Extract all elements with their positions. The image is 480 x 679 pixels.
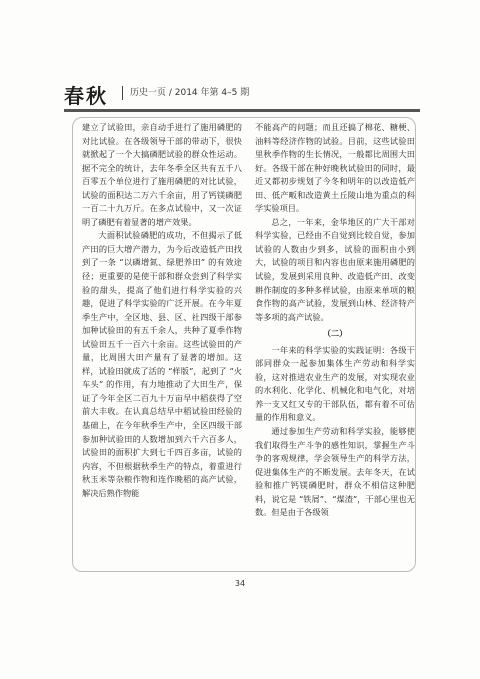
section-heading: （二） <box>322 328 348 339</box>
paragraph: 总之，一年来，金华地区的广大干部对科学实验，已经由不自觉到比较自觉，参加试验的人数由少到多，试验的面积由小到大，试验的项目和内容也由原来施用磷肥的试验，发展到采用良种、改造低产田、改变耕作制度的多种多样试验，由原来单项的粮食作物的高产试验，发展到山林、经济特产等多项的高产试验。 <box>255 216 415 322</box>
issue-subtitle: 历史一页 / 2014 年第 4–5 期 <box>130 88 250 98</box>
paragraph: 通过参加生产劳动和科学实验，能够使我们取得生产斗争的感性知识，掌握生产斗争的客观规律，学会领导生产的科学方法，促进集体生产的不断发展。去年冬天，在试验和推广钙镁磷肥时，群众不相信这种肥料，说它是 “铁屑”、“煤渣”，干部心里也无数。但是由于各级领 <box>255 426 415 518</box>
page-header <box>64 79 424 108</box>
header-rule <box>64 109 420 112</box>
header-separator <box>122 86 123 100</box>
page-number: 34 <box>234 579 246 588</box>
left-column <box>82 121 242 500</box>
paragraph: 一年来的科学实验的实践证明：各级干部同群众一起参加集体生产劳动和科学实验，这对推进农业生产的发展，对实现农业的水利化、化学化、机械化和电气化，对培养一支又红又专的干部队伍，都有着不可估量的作用和意义。 <box>255 344 415 423</box>
paragraph: 不能高产的问题；而且还搞了棉花、糖梗、油料等经济作物的试验。目前，这些试验田里秋季作物的生长情况，一般都比周围大田好。各级干部在种好晚秋试验田的同时，最近又都初步规划了今冬和明年的以改造低产田、低产畈和改造黄土丘陵山地为重点的科学实验项目。 <box>255 122 415 214</box>
magazine-logo: 春秋 <box>64 84 108 108</box>
paragraph: 大面积试验磷肥的成功，不但揭示了低产田的巨大增产潜力，为今后改造低产田找到了一条 “以磷增氮、绿肥养田” 的有效途径；更重要的是使干部和群众尝到了科学实验的甜头，提高了他们进行科学实验的兴趣，促进了科学实验的广泛开展。在今年夏季生产中，全区地、县、区、社四级干部参加种试验田的有五千余人，共种了夏季作物试验田五千一百六十余亩。这些试验田的产量，比周围大田产量有了显著的增加。这样，试验田就成了活的 “样版”，起到了 “火车头” 的作用，有力地推动了大田生产，保证了今年全区二百九十万亩早中稻获得了空前大丰收。在认真总结早中稻试验田经验的基础上，在今年秋季生产中，全区四级干部参加种试验田的人数增加到六千六百多人，试验田的面积扩大到七千四百多亩，试验的内容，不但根据秋季生产的特点，着重进行秋玉米等杂粮作物和连作晚稻的高产试验，解决后熟作物能 <box>82 230 242 498</box>
paragraph: 建立了试验田，亲自动手进行了施用磷肥的对比试验。在各级领导干部的带动下，很快就掀起了一个大搞磷肥试验的群众性运动。据不完全的统计，去年冬季全区共有五千八百零五个单位进行了施用磷肥的对比试验，试验的面积达二万六千余亩，用了钙镁磷肥一百二十九万斤。在多点试验中，又一次证明了磷肥有着显著的增产效果。 <box>82 122 242 227</box>
right-column <box>255 121 415 520</box>
